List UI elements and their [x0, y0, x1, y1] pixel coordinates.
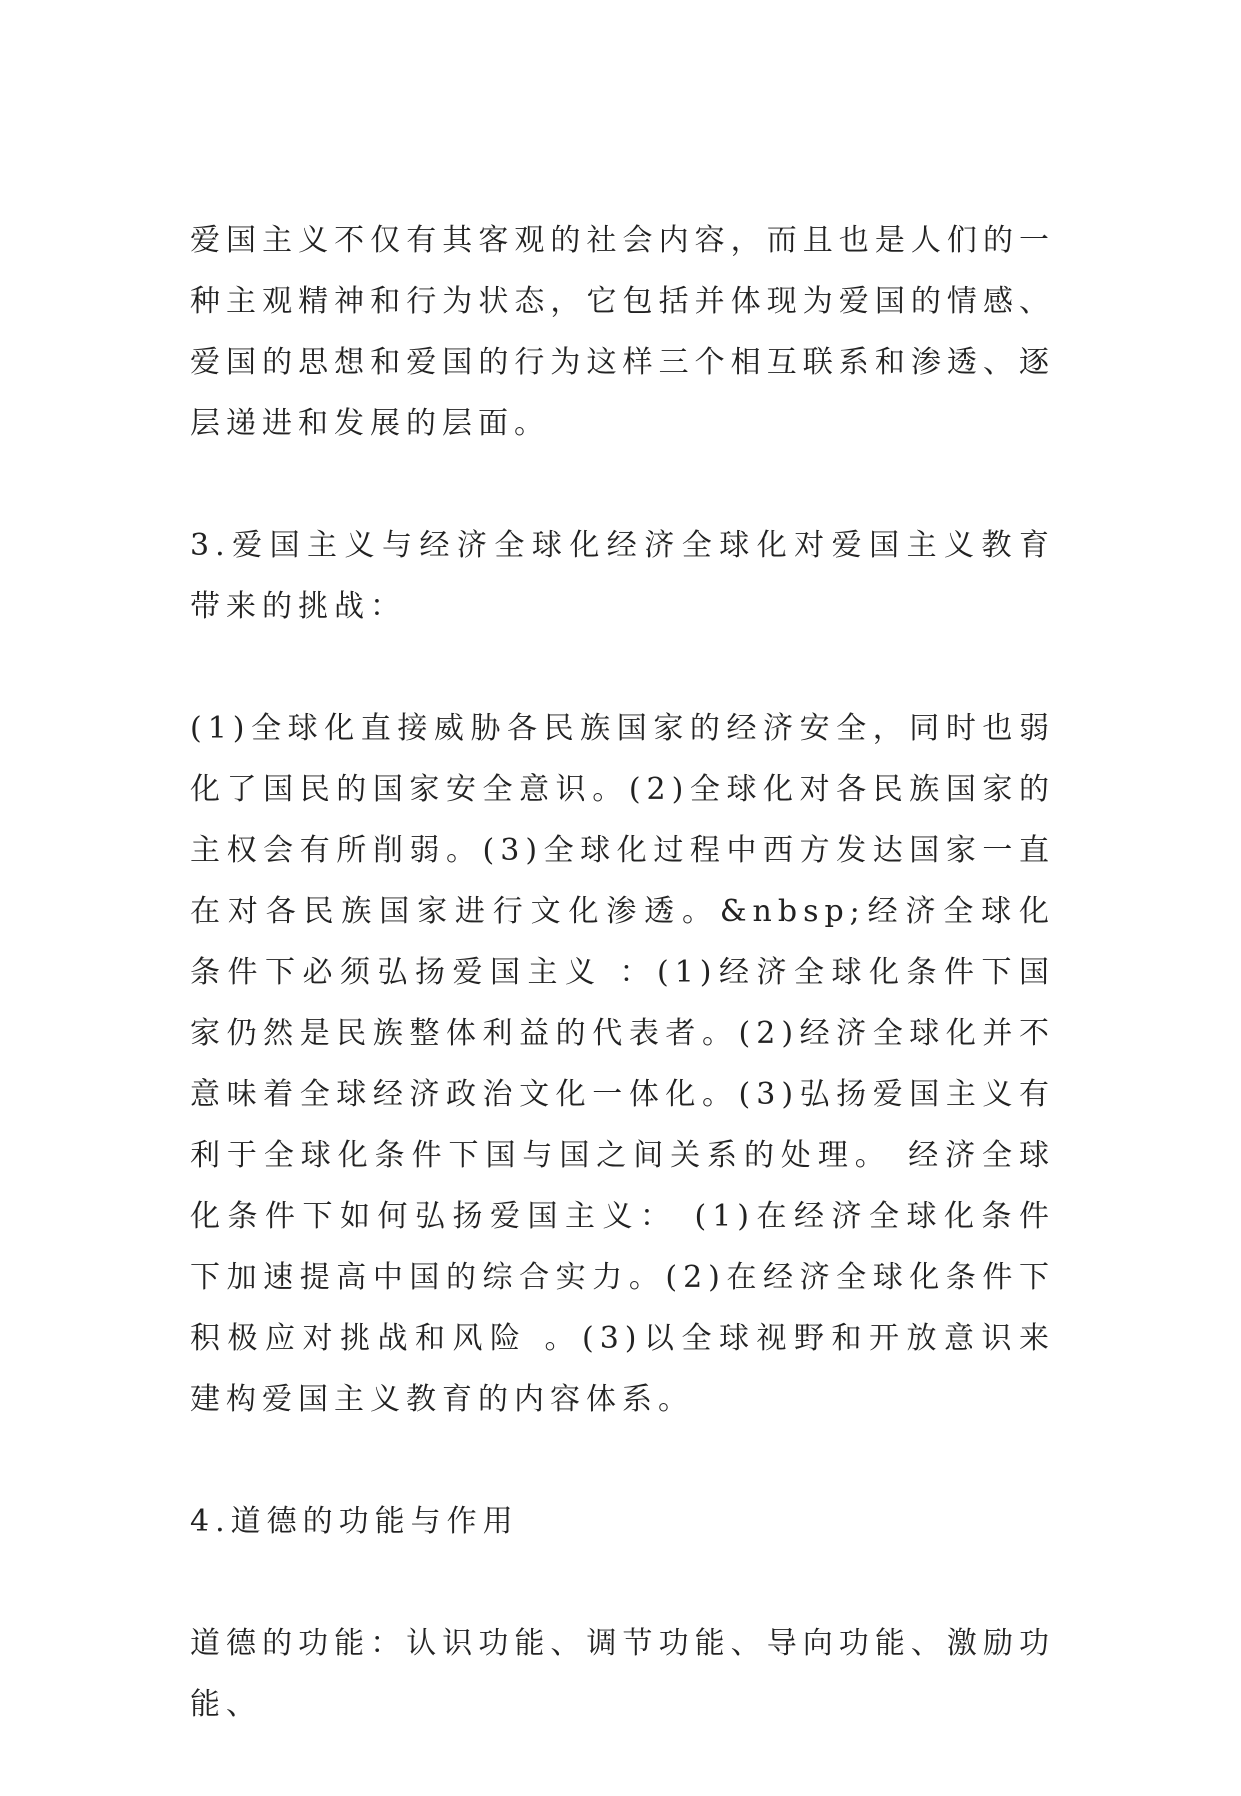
document-body [190, 210, 1055, 1796]
paragraph-patriotism-definition: 爱国主义不仅有其客观的社会内容，而且也是人们的一种主观精神和行为状态，它包括并体现为爱国的情感、爱国的思想和爱国的行为这样三个相互联系和渗透、逐层递进和发展的层面。 [190, 223, 1055, 441]
paragraph-globalization-challenges: (1)全球化直接威胁各民族国家的经济安全，同时也弱化了国民的国家安全意识。(2)全球化对各民族国家的主权会有所削弱。(3)全球化过程中西方发达国家一直在对各民族国家进行文化渗透。&nbsp;经济全球化条件下必须弘扬爱国主义 ：(1)经济全球化条件下国家仍然是民族整体利益的代表者。(2)经济全球化并不意味着全球经济政治文化一体化。(3)弘扬爱国主义有利于全球化条件下国与国之间关系的处理。 经济全球化条件下如何弘扬爱国主义： (1)在经济全球化条件下加速提高中国的综合实力。(2)在经济全球化条件下积极应对挑战和风险 。(3)以全球视野和开放意识来建构爱国主义教育的内容体系。 [190, 711, 1055, 1417]
heading-section-4: 4.道德的功能与作用 [190, 1504, 519, 1539]
paragraph-moral-functions: 道德的功能：认识功能、调节功能、导向功能、激励功能、 [190, 1626, 1055, 1722]
heading-section-3: 3.爱国主义与经济全球化经济全球化对爱国主义教育带来的挑战： [190, 528, 1055, 624]
